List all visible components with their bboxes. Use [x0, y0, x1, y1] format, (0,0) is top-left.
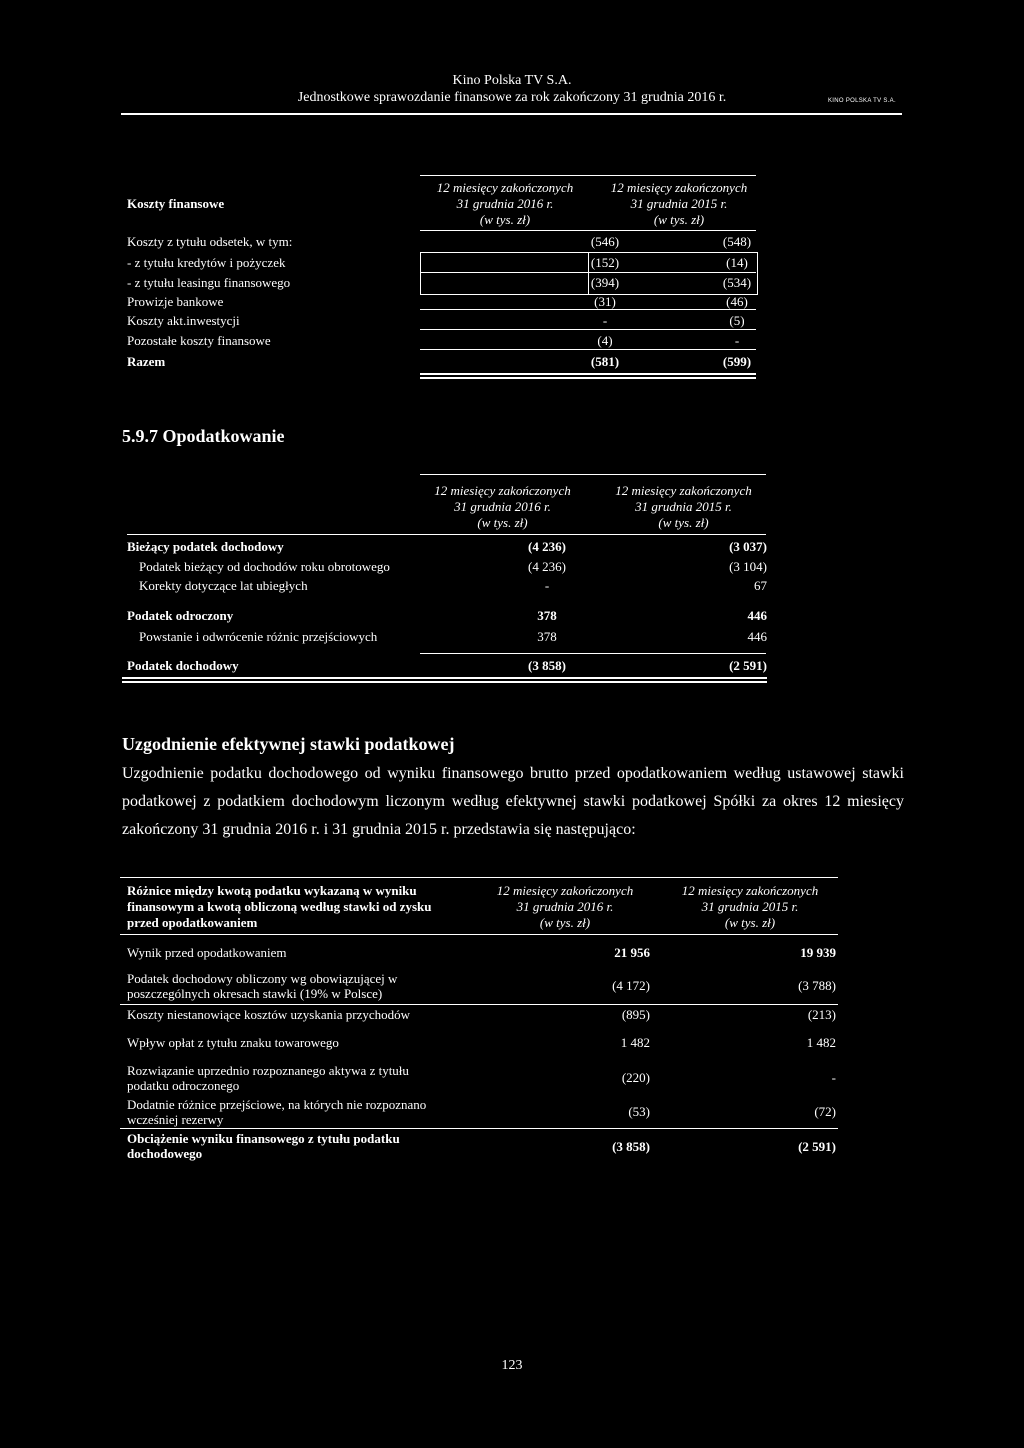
row-label: Wpływ opłat z tytułu znaku towarowego [127, 1035, 339, 1050]
value-2015: (548) [722, 234, 752, 249]
table-row [127, 606, 767, 626]
value-2015: (46) [726, 294, 748, 309]
value-2016: - [602, 313, 608, 328]
col-header-line: 31 grudnia 2015 r. [701, 899, 799, 914]
row-label: Bieżący podatek dochodowy [127, 539, 284, 554]
value-2015: (72) [814, 1104, 836, 1119]
value-2016: (546) [590, 234, 620, 249]
row-label: Prowizje bankowe [127, 294, 224, 309]
report-title: Jednostkowe sprawozdanie finansowe za rok zakończony 31 grudnia 2016 r. [297, 90, 727, 105]
value-2015: (3 104) [729, 559, 767, 574]
header-divider [121, 113, 902, 115]
value-2016: (581) [590, 354, 620, 369]
value-2016: (220) [621, 1070, 650, 1085]
value-2015: - [831, 1070, 836, 1085]
t1-col-2016-header [420, 180, 590, 228]
company-logo: KINO POLSKA TV S.A. [828, 98, 896, 104]
value-2016: - [544, 578, 550, 593]
col-header-line: (w tys. zł) [477, 515, 528, 530]
col-header-line: (w tys. zł) [658, 515, 709, 530]
value-2015: (5) [729, 313, 745, 328]
col-header-line: 12 miesięcy zakończonych [436, 180, 574, 195]
row-label: Podatek odroczony [127, 608, 234, 623]
row-label: Podatek dochodowy obliczony wg obowiązującej w poszczególnych okresach stawki (19% w Polsce) [127, 971, 398, 1001]
col-header-line: 31 grudnia 2016 r. [456, 196, 554, 211]
value-2016: 1 482 [620, 1035, 650, 1050]
row-rule [420, 329, 756, 330]
col-header-line: 12 miesięcy zakończonych [610, 180, 748, 195]
table-total-row [127, 352, 757, 372]
t3-col-2016-header [475, 883, 655, 931]
row-label: Powstanie i odwrócenie różnic przejściowych [139, 629, 378, 644]
t2-col-2015-header [596, 483, 771, 531]
value-2015: 446 [747, 629, 767, 644]
col-header-line: 12 miesięcy zakończonych [681, 883, 819, 898]
t2-top-rule [420, 474, 766, 475]
col-header-line: (w tys. zł) [653, 212, 705, 227]
row-label: Wynik przed opodatkowaniem [127, 945, 287, 960]
table-row [127, 253, 757, 273]
table-row [139, 627, 779, 647]
table-row [127, 331, 757, 351]
col-header-line: 12 miesięcy zakończonych [615, 483, 752, 498]
total-double-rule [122, 681, 767, 683]
t1-top-rule [420, 175, 756, 176]
row-label: Razem [127, 354, 166, 369]
row-label: Podatek bieżący od dochodów roku obrotowego [139, 559, 390, 574]
col-header-line: 31 grudnia 2016 r. [516, 899, 614, 914]
row-label: Korekty dotyczące lat ubiegłych [139, 578, 308, 593]
row-rule [120, 1128, 838, 1129]
row-label: Koszty niestanowiące kosztów uzyskania przychodów [127, 1007, 411, 1022]
value-2016: (895) [621, 1007, 650, 1022]
table-total-row [127, 656, 767, 676]
col-header-line: (w tys. zł) [724, 915, 776, 930]
value-2016: (152) [590, 255, 620, 270]
t3-top-rule [120, 877, 838, 878]
row-rule [420, 349, 756, 350]
row-label: Obciążenie wyniku finansowego z tytułu podatku dochodowego [127, 1131, 400, 1161]
value-2015: - [734, 333, 740, 348]
t1-header-rule [420, 230, 756, 231]
row-label: Podatek dochodowy [127, 658, 239, 673]
row-label: Dodatnie różnice przejściowe, na których nie rozpoznano wcześniej rezerwy [127, 1097, 427, 1127]
col-header-line: 31 grudnia 2015 r. [630, 196, 728, 211]
row-rule [420, 309, 756, 310]
row-rule [120, 1004, 838, 1005]
section-title: 5.9.7 Opodatkowanie [122, 426, 285, 446]
finance-costs-title: Koszty finansowe [127, 196, 225, 211]
value-2015: (2 591) [729, 658, 767, 673]
reconciliation-paragraph: Uzgodnienie podatku dochodowego od wyniku finansowego brutto przed opodatkowaniem według ustawowej stawki podatkowej z podatkiem dochodowym liczonym według efektywnej stawki podatkowej Spółki za okres 12 miesięcy zakończony 31 grudnia 2016 r. i 31 grudnia 2015 r. przedstawia się następująco: [122, 765, 904, 838]
value-2015: 67 [754, 578, 767, 593]
value-2015: 446 [747, 608, 767, 623]
t2-col-2016-header [415, 483, 590, 531]
page-number: 123 [501, 1358, 523, 1373]
value-2015: (3 788) [798, 978, 836, 993]
col-header-line: 12 miesięcy zakończonych [434, 483, 571, 498]
value-2015: (534) [722, 275, 752, 290]
value-2016: (53) [628, 1104, 650, 1119]
table-row [127, 232, 757, 252]
table-row [139, 557, 779, 577]
t1-col-2015-header [594, 180, 764, 228]
row-rule [420, 653, 766, 654]
row-label: Rozwiązanie uprzednio rozpoznanego aktywa z tytułu podatku odroczonego [127, 1063, 409, 1093]
t3-title: Różnice między kwotą podatku wykazaną w wyniku finansowym a kwotą obliczoną według stawki od zysku przed opodatkowaniem [127, 883, 432, 930]
value-2015: 19 939 [800, 945, 836, 960]
value-2015: (599) [722, 354, 752, 369]
row-label: - z tytułu leasingu finansowego [127, 275, 291, 290]
total-double-rule [420, 377, 756, 379]
col-header-line: 31 grudnia 2016 r. [454, 499, 551, 514]
value-2016: (31) [594, 294, 616, 309]
row-label: - z tytułu kredytów i pożyczek [127, 255, 286, 270]
value-2015: (3 037) [729, 539, 767, 554]
value-2016: (4 236) [528, 559, 566, 574]
value-2015: (213) [807, 1007, 836, 1022]
value-2016: (4 172) [612, 978, 650, 993]
value-2015: (14) [726, 255, 748, 270]
t3-header-rule [120, 934, 838, 935]
value-2016: (3 858) [612, 1139, 650, 1154]
reconciliation-title: Uzgodnienie efektywnej stawki podatkowej [122, 734, 455, 754]
row-label: Pozostałe koszty finansowe [127, 333, 271, 348]
value-2016: 21 956 [614, 945, 650, 960]
t3-col-2015-header [660, 883, 840, 931]
value-2016: (4) [597, 333, 613, 348]
table-row [127, 273, 757, 293]
value-2016: 378 [537, 629, 557, 644]
value-2016: (394) [590, 275, 620, 290]
col-header-line: (w tys. zł) [479, 212, 531, 227]
value-2016: (3 858) [528, 658, 566, 673]
t2-header-rule [127, 534, 766, 535]
table-row [139, 576, 779, 596]
value-2015: (2 591) [798, 1139, 836, 1154]
value-2016: 378 [537, 608, 557, 623]
company-name: Kino Polska TV S.A. [452, 73, 572, 88]
total-double-rule [122, 677, 767, 679]
row-label: Koszty akt.inwestycji [127, 313, 240, 328]
value-2015: 1 482 [806, 1035, 836, 1050]
col-header-line: (w tys. zł) [539, 915, 591, 930]
col-header-line: 31 grudnia 2015 r. [635, 499, 732, 514]
table-row [127, 311, 757, 331]
total-double-rule [420, 373, 756, 375]
col-header-line: 12 miesięcy zakończonych [496, 883, 634, 898]
value-2016: (4 236) [528, 539, 566, 554]
table-row [127, 537, 767, 557]
row-label: Koszty z tytułu odsetek, w tym: [127, 234, 293, 249]
